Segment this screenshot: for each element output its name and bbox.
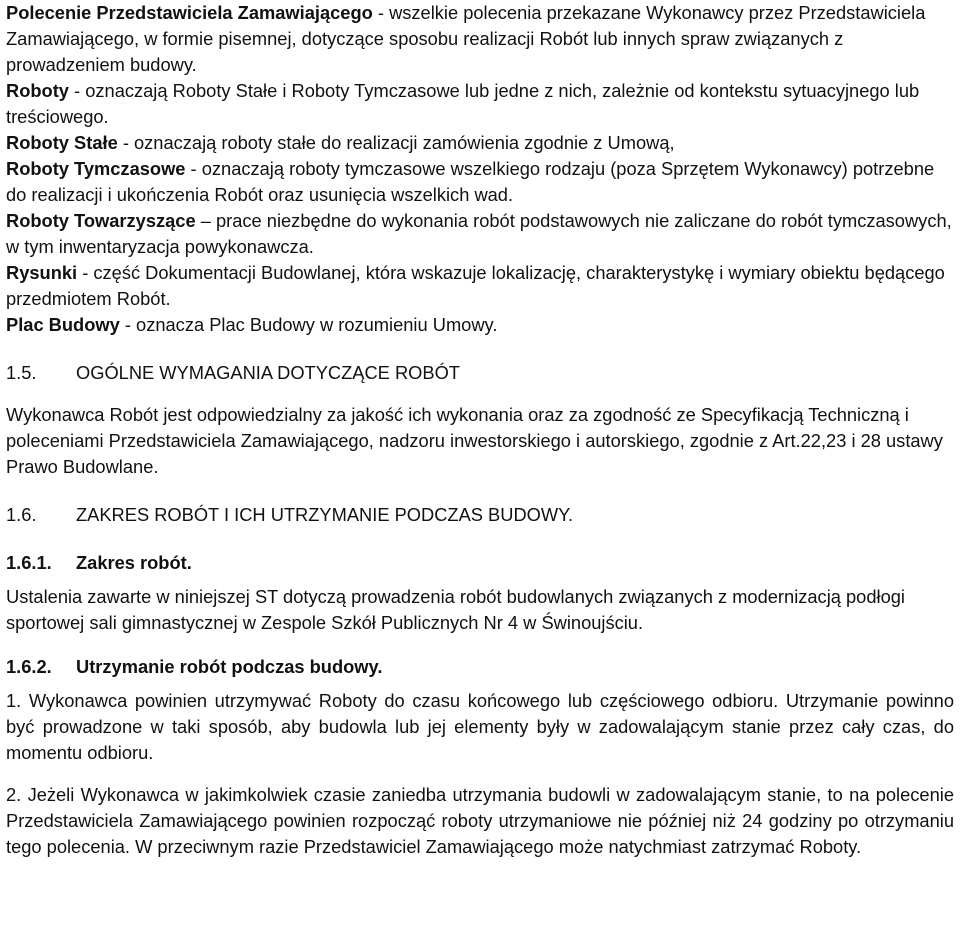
- definition-term: Roboty: [6, 80, 69, 101]
- section-number: 1.6.2.: [6, 656, 52, 677]
- section-title: OGÓLNE WYMAGANIA DOTYCZĄCE ROBÓT: [76, 362, 460, 383]
- definition-roboty-towarzyszace: Roboty Towarzyszące – prace niezbędne do wykonania robót podstawowych nie zaliczane do robót tymczasowych, w tym inwentaryzacja powykonawcza.: [6, 210, 952, 257]
- definition-text: oznaczają roboty stałe do realizacji zamówienia zgodnie z Umową,: [133, 132, 675, 153]
- definition-text: część Dokumentacji Budowlanej, która wskazuje lokalizację, charakterystykę i wymiary obiektu będącego przedmiotem Robót.: [6, 262, 945, 309]
- section-number: 1.5.: [6, 362, 37, 383]
- definition-roboty-stale: Roboty Stałe - oznaczają roboty stałe do realizacji zamówienia zgodnie z Umową,: [6, 132, 675, 153]
- section-body-1-5: Wykonawca Robót jest odpowiedzialny za jakość ich wykonania oraz za zgodność ze Specyfikacją Techniczną i poleceniami Przedstawiciela Zamawiającego, nadzoru inwestorskiego i autorskiego, zgodnie z Art.22,23 i 28 ustawy Prawo Budowlane.: [6, 404, 943, 477]
- definition-term: Roboty Tymczasowe: [6, 158, 186, 179]
- section-number: 1.6.: [6, 504, 37, 525]
- definition-text: oznaczają roboty tymczasowe wszelkiego rodzaju (poza Sprzętem Wykonawcy) potrzebne do realizacji i ukończenia Robót oraz usunięcia wszelkich wad.: [6, 158, 935, 205]
- section-title: ZAKRES ROBÓT I ICH UTRZYMANIE PODCZAS BUDOWY.: [76, 504, 574, 525]
- definition-term: Roboty Stałe: [6, 132, 118, 153]
- definition-rysunki: Rysunki - część Dokumentacji Budowlanej, która wskazuje lokalizację, charakterystykę i wymiary obiektu będącego przedmiotem Robót.: [6, 262, 945, 309]
- list-item: 2. Jeżeli Wykonawca w jakimkolwiek czasie zaniedba utrzymania budowli w zadowalającym stanie, to na polecenie Przedstawiciela Zamawiającego powinien rozpocząć roboty utrzymaniowe nie później niż 24 godziny po otrzymaniu tego polecenia. W przeciwnym razie Przedstawiciel Zamawiającego może natychmiast zatrzymać Roboty.: [6, 784, 954, 857]
- definition-roboty-tymczasowe: Roboty Tymczasowe - oznaczają roboty tymczasowe wszelkiego rodzaju (poza Sprzętem Wykonawcy) potrzebne do realizacji i ukończenia Robót oraz usunięcia wszelkich wad.: [6, 158, 935, 205]
- definition-text: oznaczają Roboty Stałe i Roboty Tymczasowe lub jedne z nich, zależnie od kontekstu sytuacyjnego lub treściowego.: [6, 80, 920, 127]
- section-heading-1-6: [6, 502, 954, 528]
- definition-polecenie: Polecenie Przedstawiciela Zamawiającego - wszelkie polecenia przekazane Wykonawcy przez Przedstawiciela Zamawiającego, w formie pisemnej, dotyczące sposobu realizacji Robót lub innych spraw związanych z prowadzeniem budowy.: [6, 2, 926, 75]
- section-title: Utrzymanie robót podczas budowy.: [76, 656, 383, 677]
- definition-text: prace niezbędne do wykonania robót podstawowych nie zaliczane do robót tymczasowych, w tym inwentaryzacja powykonawcza.: [6, 210, 952, 257]
- section-heading-1-6-1: [6, 550, 954, 576]
- definition-term: Roboty Towarzyszące: [6, 210, 196, 231]
- definition-text: oznacza Plac Budowy w rozumieniu Umowy.: [136, 314, 498, 335]
- section-number: 1.6.1.: [6, 552, 52, 573]
- section-heading-1-5: [6, 360, 954, 386]
- definition-text: wszelkie polecenia przekazane Wykonawcy przez Przedstawiciela Zamawiającego, w formie pisemnej, dotyczące sposobu realizacji Robót lub innych spraw związanych z prowadzeniem budowy.: [6, 2, 926, 75]
- section-heading-1-6-2: [6, 654, 954, 680]
- definitions-list: [6, 0, 954, 338]
- definition-term: Polecenie Przedstawiciela Zamawiającego: [6, 2, 373, 23]
- list-item: 1. Wykonawca powinien utrzymywać Roboty do czasu końcowego lub częściowego odbioru. Utrzymanie powinno być prowadzone w taki sposób, aby budowla lub jej elementy były w zadowalającym stanie przez cały czas, do momentu odbioru.: [6, 690, 954, 763]
- definition-term: Plac Budowy: [6, 314, 120, 335]
- section-body-1-6-1: Ustalenia zawarte w niniejszej ST dotyczą prowadzenia robót budowlanych związanych z modernizacją podłogi sportowej sali gimnastycznej w Zespole Szkół Publicznych Nr 4 w Świnoujściu.: [6, 586, 905, 633]
- definition-term: Rysunki: [6, 262, 78, 283]
- definition-plac-budowy: Plac Budowy - oznacza Plac Budowy w rozumieniu Umowy.: [6, 314, 498, 335]
- section-title: Zakres robót.: [76, 552, 192, 573]
- definition-roboty: Roboty - oznaczają Roboty Stałe i Roboty Tymczasowe lub jedne z nich, zależnie od kontekstu sytuacyjnego lub treściowego.: [6, 80, 920, 127]
